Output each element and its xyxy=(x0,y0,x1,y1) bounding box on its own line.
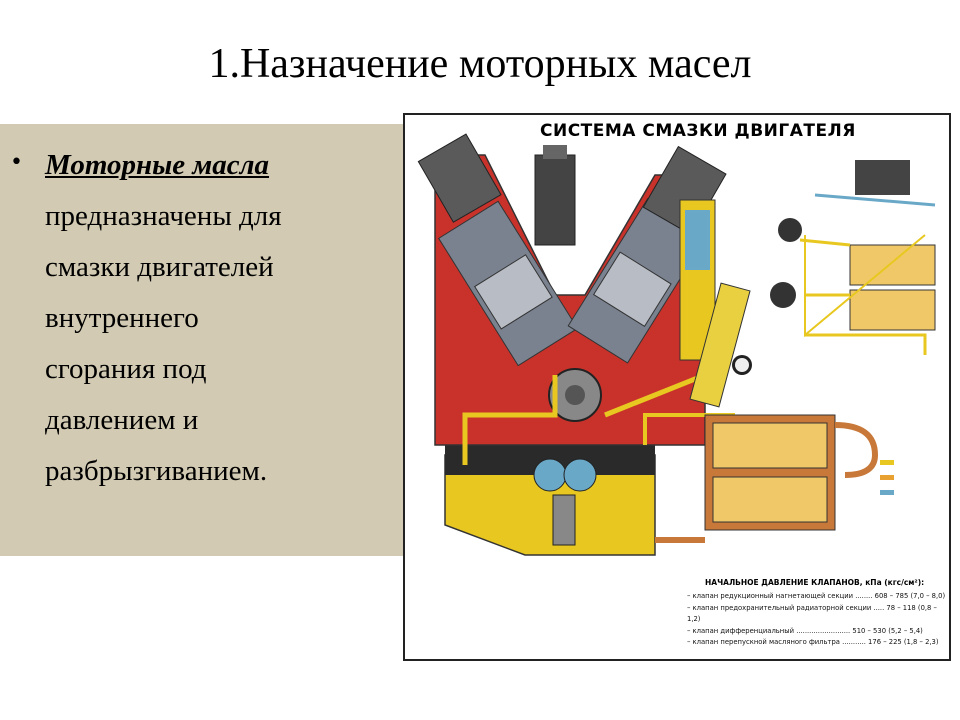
bullet-marker: • xyxy=(10,150,23,175)
legend-swatch xyxy=(880,475,894,480)
valves-list xyxy=(687,591,949,649)
top-pump xyxy=(535,155,575,245)
schematic-filter xyxy=(770,282,796,308)
valve-item: – клапан редукционный нагнетающей секции ........ 608 – 785 (7,0 – 8,0) xyxy=(687,592,946,600)
top-pump-cap xyxy=(543,145,567,159)
valve-item: – клапан перепускной масляного фильтра ........... 176 – 225 (1,8 – 2,3) xyxy=(687,638,939,646)
term-motor-oils: Моторные масла xyxy=(45,149,270,181)
oil-pickup xyxy=(553,495,575,545)
text-line: сгорания под xyxy=(45,353,207,385)
schematic-radiator xyxy=(850,245,935,285)
valve-item: – клапан предохранительный радиаторной секции ..... 78 – 118 (0,8 – 1,2) xyxy=(687,603,937,623)
schematic-radiator xyxy=(850,290,935,330)
legend-swatch xyxy=(880,460,894,465)
text-line: давлением и xyxy=(45,404,199,436)
oil-pump-gear xyxy=(534,459,566,491)
oil-pump-gear xyxy=(564,459,596,491)
poster-title: СИСТЕМА СМАЗКИ ДВИГАТЕЛЯ xyxy=(540,121,856,141)
schematic-filter xyxy=(778,218,802,242)
text-line: разбрызгиванием. xyxy=(45,455,268,487)
oil-radiator-core xyxy=(713,423,827,468)
valves-heading: НАЧАЛЬНОЕ ДАВЛЕНИЕ КЛАПАНОВ, кПа (кгс/см²): xyxy=(705,578,925,587)
valve-item: – клапан дифференциальный ......................... 510 – 530 (5,2 – 5,4) xyxy=(687,626,923,635)
text-line: предназначены для xyxy=(45,200,282,232)
bullet-text xyxy=(45,140,395,497)
oil-radiator-core xyxy=(713,477,827,522)
text-line: смазки двигателей xyxy=(45,251,274,283)
schematic-pump xyxy=(855,160,910,195)
text-line: внутреннего xyxy=(45,302,199,334)
radiator-pipe xyxy=(835,425,875,475)
slide-title: 1.Назначение моторных масел xyxy=(208,41,752,87)
legend-swatch xyxy=(880,490,894,495)
lubrication-poster xyxy=(403,113,951,661)
